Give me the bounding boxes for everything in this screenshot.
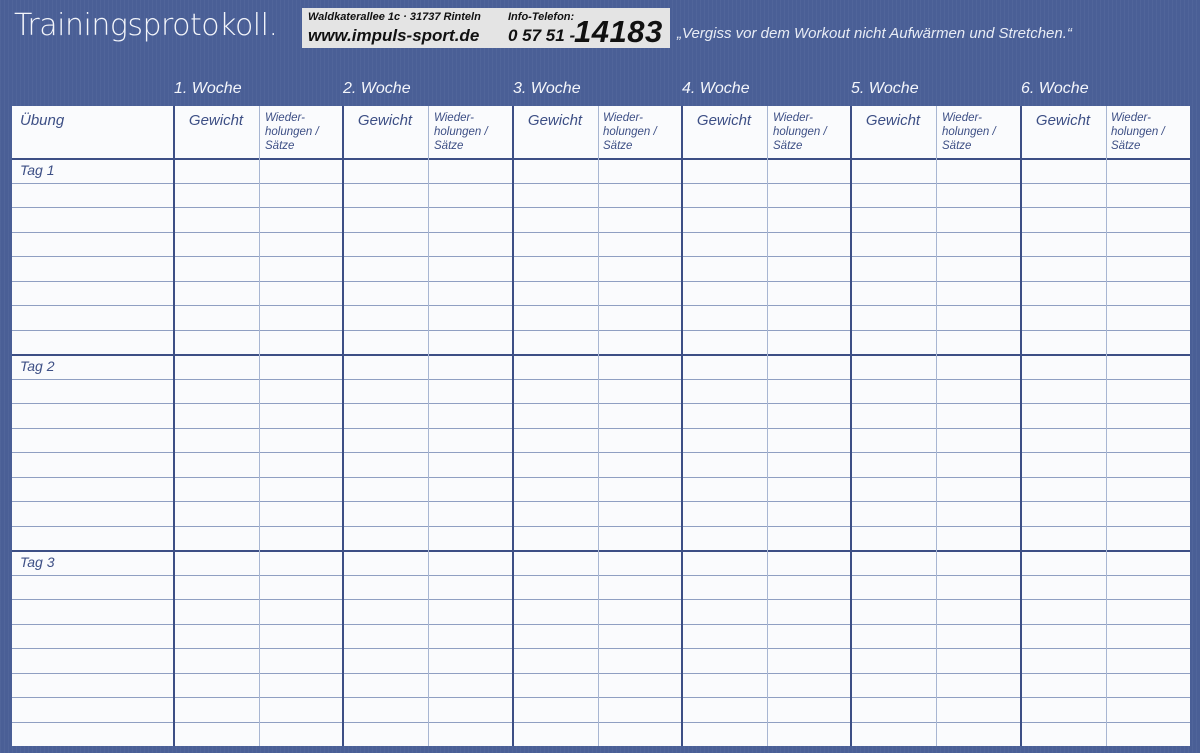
ad-phone-label: Info-Telefon: xyxy=(508,11,575,23)
week-4-subcolumn-line xyxy=(767,106,768,746)
week-5-reps-header: Wieder- holungen / Sätze xyxy=(942,112,996,152)
week-1-label: 1. Woche xyxy=(174,80,242,97)
ad-website-link[interactable]: www.impuls-sport.de xyxy=(308,26,480,45)
motivation-quote: „Vergiss vor dem Workout nicht Aufwärmen und Stretchen.“ xyxy=(677,25,1072,42)
week-2-label: 2. Woche xyxy=(343,80,411,97)
week-6-weight-header: Gewicht xyxy=(1035,112,1091,129)
week-6-subcolumn-line xyxy=(1106,106,1107,746)
week-3-column-border xyxy=(512,106,514,746)
ad-address: Waldkaterallee 1c · 31737 Rinteln xyxy=(308,11,481,23)
week-3-weight-header: Gewicht xyxy=(527,112,583,129)
day-1-label: Tag 1 xyxy=(20,162,55,178)
exercise-column-header: Übung xyxy=(20,112,65,129)
row-line xyxy=(12,428,1190,429)
row-line xyxy=(12,232,1190,233)
ad-phone-number: 14183 xyxy=(574,14,663,49)
row-line xyxy=(12,477,1190,478)
week-5-weight-header: Gewicht xyxy=(865,112,921,129)
row-line xyxy=(12,281,1190,282)
row-line xyxy=(12,673,1190,674)
advertisement-box xyxy=(302,8,670,48)
week-5-label: 5. Woche xyxy=(851,80,919,97)
week-6-label: 6. Woche xyxy=(1021,80,1089,97)
row-line xyxy=(12,305,1190,306)
week-1-weight-header: Gewicht xyxy=(188,112,244,129)
row-line xyxy=(12,452,1190,453)
day-divider xyxy=(12,550,1190,552)
week-4-column-border xyxy=(681,106,683,746)
week-3-label: 3. Woche xyxy=(513,80,581,97)
row-line xyxy=(12,330,1190,331)
header-divider xyxy=(12,158,1190,160)
row-line xyxy=(12,624,1190,625)
row-line xyxy=(12,183,1190,184)
week-2-reps-header: Wieder- holungen / Sätze xyxy=(434,112,488,152)
week-4-reps-header: Wieder- holungen / Sätze xyxy=(773,112,827,152)
row-line xyxy=(12,256,1190,257)
row-line xyxy=(12,648,1190,649)
row-line xyxy=(12,697,1190,698)
row-line xyxy=(12,526,1190,527)
week-1-reps-header: Wieder- holungen / Sätze xyxy=(265,112,319,152)
day-3-label: Tag 3 xyxy=(20,554,55,570)
week-5-column-border xyxy=(850,106,852,746)
day-divider xyxy=(12,354,1190,356)
day-2-label: Tag 2 xyxy=(20,358,55,374)
week-4-weight-header: Gewicht xyxy=(696,112,752,129)
week-6-reps-header: Wieder- holungen / Sätze xyxy=(1111,112,1165,152)
week-3-reps-header: Wieder- holungen / Sätze xyxy=(603,112,657,152)
page-title: Trainingsprotokoll. xyxy=(14,8,278,43)
training-log-table xyxy=(12,106,1190,746)
row-line xyxy=(12,207,1190,208)
week-2-subcolumn-line xyxy=(428,106,429,746)
row-line xyxy=(12,575,1190,576)
row-line xyxy=(12,599,1190,600)
week-4-label: 4. Woche xyxy=(682,80,750,97)
week-6-column-border xyxy=(1020,106,1022,746)
row-line xyxy=(12,722,1190,723)
row-line xyxy=(12,403,1190,404)
ad-phone-prefix: 0 57 51 - xyxy=(508,26,576,45)
week-5-subcolumn-line xyxy=(936,106,937,746)
week-1-subcolumn-line xyxy=(259,106,260,746)
row-line xyxy=(12,501,1190,502)
week-2-column-border xyxy=(342,106,344,746)
row-line xyxy=(12,379,1190,380)
week-2-weight-header: Gewicht xyxy=(357,112,413,129)
week-1-column-border xyxy=(173,106,175,746)
week-3-subcolumn-line xyxy=(598,106,599,746)
